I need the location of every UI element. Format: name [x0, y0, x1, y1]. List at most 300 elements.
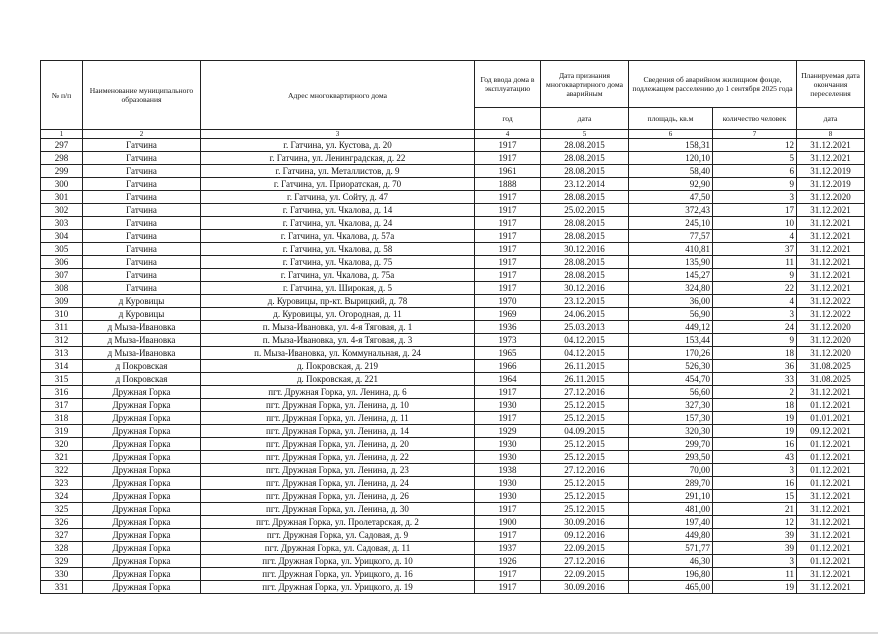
- row-number: 317: [41, 399, 83, 412]
- table-row: [41, 178, 865, 191]
- people-count-cell: 4: [713, 295, 797, 308]
- row-number: 320: [41, 438, 83, 451]
- area-cell: 47,50: [629, 191, 713, 204]
- area-cell: 293,50: [629, 451, 713, 464]
- people-count-cell: 6: [713, 165, 797, 178]
- planned-end-date-cell: 31.12.2021: [797, 529, 865, 542]
- municipality-cell: Дружная Горка: [83, 542, 201, 555]
- row-number: 322: [41, 464, 83, 477]
- address-cell: пгт. Дружная Горка, ул. Урицкого, д. 10: [201, 555, 475, 568]
- year-cell: 1930: [475, 451, 541, 464]
- planned-end-date-cell: 31.12.2021: [797, 282, 865, 295]
- municipality-cell: Дружная Горка: [83, 438, 201, 451]
- municipality-cell: Гатчина: [83, 178, 201, 191]
- area-cell: 56,90: [629, 308, 713, 321]
- address-cell: пгт. Дружная Горка, ул. Садовая, д. 11: [201, 542, 475, 555]
- table-row: [41, 308, 865, 321]
- recognition-date-cell: 28.08.2015: [541, 152, 629, 165]
- table-row: [41, 503, 865, 516]
- row-number: 315: [41, 373, 83, 386]
- table-row: [41, 334, 865, 347]
- planned-end-date-cell: 31.12.2021: [797, 269, 865, 282]
- row-number: 324: [41, 490, 83, 503]
- planned-end-date-cell: 01.12.2021: [797, 464, 865, 477]
- address-cell: д. Куровицы, пр-кт. Вырицкий, д. 78: [201, 295, 475, 308]
- year-cell: 1930: [475, 490, 541, 503]
- municipality-cell: Дружная Горка: [83, 399, 201, 412]
- row-number: 312: [41, 334, 83, 347]
- table-row: [41, 555, 865, 568]
- year-cell: 1917: [475, 152, 541, 165]
- address-cell: пгт. Дружная Горка, ул. Садовая, д. 9: [201, 529, 475, 542]
- people-count-cell: 9: [713, 178, 797, 191]
- area-cell: 70,00: [629, 464, 713, 477]
- row-number: 299: [41, 165, 83, 178]
- area-cell: 153,44: [629, 334, 713, 347]
- people-count-cell: 18: [713, 347, 797, 360]
- area-cell: 197,40: [629, 516, 713, 529]
- address-cell: г. Гатчина, ул. Сойту, д. 47: [201, 191, 475, 204]
- row-number: 319: [41, 425, 83, 438]
- year-cell: 1917: [475, 230, 541, 243]
- area-cell: 465,00: [629, 581, 713, 594]
- area-cell: 526,30: [629, 360, 713, 373]
- row-number: 318: [41, 412, 83, 425]
- row-number: 326: [41, 516, 83, 529]
- subheader-people: количество человек: [713, 108, 797, 130]
- year-cell: 1900: [475, 516, 541, 529]
- people-count-cell: 18: [713, 399, 797, 412]
- year-cell: 1917: [475, 503, 541, 516]
- area-cell: 291,10: [629, 490, 713, 503]
- planned-end-date-cell: 31.12.2021: [797, 204, 865, 217]
- table-row: [41, 425, 865, 438]
- people-count-cell: 15: [713, 490, 797, 503]
- row-number: 302: [41, 204, 83, 217]
- people-count-cell: 43: [713, 451, 797, 464]
- header-planned-end: Планируемая дата окончания переселения: [797, 61, 865, 108]
- recognition-date-cell: 22.09.2015: [541, 542, 629, 555]
- municipality-cell: Гатчина: [83, 204, 201, 217]
- people-count-cell: 19: [713, 425, 797, 438]
- year-cell: 1961: [475, 165, 541, 178]
- row-number: 310: [41, 308, 83, 321]
- municipality-cell: д Мыза-Ивановка: [83, 334, 201, 347]
- year-cell: 1917: [475, 412, 541, 425]
- address-cell: пгт. Дружная Горка, ул. Пролетарская, д. 2: [201, 516, 475, 529]
- area-cell: 454,70: [629, 373, 713, 386]
- people-count-cell: 9: [713, 334, 797, 347]
- area-cell: 481,00: [629, 503, 713, 516]
- municipality-cell: Гатчина: [83, 152, 201, 165]
- table-row: [41, 165, 865, 178]
- table-row: [41, 477, 865, 490]
- year-cell: 1888: [475, 178, 541, 191]
- area-cell: 327,30: [629, 399, 713, 412]
- row-number: 330: [41, 568, 83, 581]
- address-cell: п. Мыза-Ивановка, ул. 4-я Тяговая, д. 1: [201, 321, 475, 334]
- address-cell: д. Покровская, д. 221: [201, 373, 475, 386]
- year-cell: 1917: [475, 256, 541, 269]
- area-cell: 56,60: [629, 386, 713, 399]
- people-count-cell: 2: [713, 386, 797, 399]
- column-number: 3: [201, 130, 475, 139]
- address-cell: пгт. Дружная Горка, ул. Ленина, д. 6: [201, 386, 475, 399]
- table-row: [41, 217, 865, 230]
- address-cell: г. Гатчина, ул. Чкалова, д. 58: [201, 243, 475, 256]
- address-cell: пгт. Дружная Горка, ул. Урицкого, д. 19: [201, 581, 475, 594]
- recognition-date-cell: 28.08.2015: [541, 191, 629, 204]
- recognition-date-cell: 28.08.2015: [541, 217, 629, 230]
- people-count-cell: 3: [713, 555, 797, 568]
- people-count-cell: 11: [713, 568, 797, 581]
- address-cell: пгт. Дружная Горка, ул. Ленина, д. 11: [201, 412, 475, 425]
- planned-end-date-cell: 01.12.2021: [797, 555, 865, 568]
- header-year-commissioned: Год ввода дома в эксплуатацию: [475, 61, 541, 108]
- recognition-date-cell: 25.12.2015: [541, 412, 629, 425]
- people-count-cell: 5: [713, 152, 797, 165]
- municipality-cell: Гатчина: [83, 165, 201, 178]
- recognition-date-cell: 25.12.2015: [541, 399, 629, 412]
- municipality-cell: д Куровицы: [83, 295, 201, 308]
- table-row: [41, 516, 865, 529]
- table-row: [41, 321, 865, 334]
- recognition-date-cell: 22.09.2015: [541, 568, 629, 581]
- municipality-cell: Гатчина: [83, 139, 201, 152]
- people-count-cell: 3: [713, 308, 797, 321]
- area-cell: 196,80: [629, 568, 713, 581]
- table-row: [41, 464, 865, 477]
- planned-end-date-cell: 01.12.2021: [797, 399, 865, 412]
- address-cell: г. Гатчина, ул. Кустова, д. 20: [201, 139, 475, 152]
- address-cell: пгт. Дружная Горка, ул. Ленина, д. 26: [201, 490, 475, 503]
- subheader-date: дата: [541, 108, 629, 130]
- recognition-date-cell: 25.12.2015: [541, 438, 629, 451]
- recognition-date-cell: 26.11.2015: [541, 373, 629, 386]
- recognition-date-cell: 27.12.2016: [541, 464, 629, 477]
- row-number: 311: [41, 321, 83, 334]
- table-row: [41, 269, 865, 282]
- municipality-cell: Гатчина: [83, 191, 201, 204]
- year-cell: 1917: [475, 568, 541, 581]
- recognition-date-cell: 25.12.2015: [541, 490, 629, 503]
- municipality-cell: Гатчина: [83, 217, 201, 230]
- year-cell: 1917: [475, 386, 541, 399]
- recognition-date-cell: 30.09.2016: [541, 581, 629, 594]
- people-count-cell: 4: [713, 230, 797, 243]
- municipality-cell: Гатчина: [83, 256, 201, 269]
- row-number: 313: [41, 347, 83, 360]
- housing-registry-table: [40, 60, 865, 594]
- recognition-date-cell: 25.02.2015: [541, 204, 629, 217]
- year-cell: 1964: [475, 373, 541, 386]
- area-cell: 571,77: [629, 542, 713, 555]
- scan-edge-line: [0, 632, 878, 634]
- recognition-date-cell: 25.12.2015: [541, 451, 629, 464]
- municipality-cell: Дружная Горка: [83, 568, 201, 581]
- planned-end-date-cell: 09.12.2021: [797, 425, 865, 438]
- row-number: 331: [41, 581, 83, 594]
- planned-end-date-cell: 01.12.2021: [797, 542, 865, 555]
- row-number: 309: [41, 295, 83, 308]
- planned-end-date-cell: 31.12.2021: [797, 516, 865, 529]
- row-number: 325: [41, 503, 83, 516]
- year-cell: 1917: [475, 217, 541, 230]
- address-cell: д. Покровская, д. 219: [201, 360, 475, 373]
- year-cell: 1930: [475, 399, 541, 412]
- year-cell: 1973: [475, 334, 541, 347]
- planned-end-date-cell: 31.12.2022: [797, 308, 865, 321]
- area-cell: 245,10: [629, 217, 713, 230]
- municipality-cell: Дружная Горка: [83, 451, 201, 464]
- recognition-date-cell: 28.08.2015: [541, 256, 629, 269]
- people-count-cell: 19: [713, 581, 797, 594]
- year-cell: 1917: [475, 269, 541, 282]
- people-count-cell: 9: [713, 269, 797, 282]
- people-count-cell: 12: [713, 139, 797, 152]
- municipality-cell: Гатчина: [83, 243, 201, 256]
- planned-end-date-cell: 31.12.2021: [797, 503, 865, 516]
- recognition-date-cell: 25.12.2015: [541, 477, 629, 490]
- address-cell: п. Мыза-Ивановка, ул. Коммунальная, д. 24: [201, 347, 475, 360]
- header-num: № п/п: [41, 61, 83, 130]
- year-cell: 1929: [475, 425, 541, 438]
- table-row: [41, 529, 865, 542]
- address-cell: г. Гатчина, ул. Металлистов, д. 9: [201, 165, 475, 178]
- municipality-cell: д Мыза-Ивановка: [83, 347, 201, 360]
- row-number: 316: [41, 386, 83, 399]
- area-cell: 449,80: [629, 529, 713, 542]
- address-cell: г. Гатчина, ул. Приоратская, д. 70: [201, 178, 475, 191]
- municipality-cell: Дружная Горка: [83, 529, 201, 542]
- column-number: 6: [629, 130, 713, 139]
- people-count-cell: 36: [713, 360, 797, 373]
- table-row: [41, 399, 865, 412]
- subheader-area: площадь, кв.м: [629, 108, 713, 130]
- area-cell: 46,30: [629, 555, 713, 568]
- year-cell: 1930: [475, 438, 541, 451]
- municipality-cell: д Покровская: [83, 360, 201, 373]
- address-cell: пгт. Дружная Горка, ул. Ленина, д. 14: [201, 425, 475, 438]
- people-count-cell: 17: [713, 204, 797, 217]
- planned-end-date-cell: 31.12.2021: [797, 386, 865, 399]
- area-cell: 77,57: [629, 230, 713, 243]
- address-cell: г. Гатчина, ул. Чкалова, д. 14: [201, 204, 475, 217]
- planned-end-date-cell: 31.08.2025: [797, 373, 865, 386]
- subheader-year: год: [475, 108, 541, 130]
- year-cell: 1965: [475, 347, 541, 360]
- planned-end-date-cell: 31.12.2022: [797, 295, 865, 308]
- area-cell: 320,30: [629, 425, 713, 438]
- people-count-cell: 22: [713, 282, 797, 295]
- recognition-date-cell: 28.08.2015: [541, 165, 629, 178]
- area-cell: 289,70: [629, 477, 713, 490]
- table-row: [41, 243, 865, 256]
- table-row: [41, 256, 865, 269]
- recognition-date-cell: 28.08.2015: [541, 269, 629, 282]
- row-number: 328: [41, 542, 83, 555]
- year-cell: 1936: [475, 321, 541, 334]
- table-row: [41, 438, 865, 451]
- area-cell: 135,90: [629, 256, 713, 269]
- table-row: [41, 542, 865, 555]
- recognition-date-cell: 26.11.2015: [541, 360, 629, 373]
- table-row: [41, 230, 865, 243]
- table-row: [41, 451, 865, 464]
- recognition-date-cell: 04.09.2015: [541, 425, 629, 438]
- recognition-date-cell: 30.12.2016: [541, 282, 629, 295]
- address-cell: г. Гатчина, ул. Чкалова, д. 75: [201, 256, 475, 269]
- address-cell: п. Мыза-Ивановка, ул. 4-я Тяговая, д. 3: [201, 334, 475, 347]
- year-cell: 1970: [475, 295, 541, 308]
- area-cell: 145,27: [629, 269, 713, 282]
- column-number: 8: [797, 130, 865, 139]
- row-number: 329: [41, 555, 83, 568]
- row-number: 306: [41, 256, 83, 269]
- people-count-cell: 24: [713, 321, 797, 334]
- column-number: 7: [713, 130, 797, 139]
- table-row: [41, 373, 865, 386]
- municipality-cell: д Покровская: [83, 373, 201, 386]
- header-housing-info: Сведения об аварийном жилищном фонде, подлежащем расселению до 1 сентября 2025 года: [629, 61, 797, 108]
- people-count-cell: 33: [713, 373, 797, 386]
- year-cell: 1917: [475, 139, 541, 152]
- people-count-cell: 12: [713, 516, 797, 529]
- column-number: 4: [475, 130, 541, 139]
- row-number: 305: [41, 243, 83, 256]
- municipality-cell: Дружная Горка: [83, 555, 201, 568]
- recognition-date-cell: 23.12.2015: [541, 295, 629, 308]
- planned-end-date-cell: 01.12.2021: [797, 438, 865, 451]
- table-row: [41, 581, 865, 594]
- row-number: 327: [41, 529, 83, 542]
- year-cell: 1917: [475, 581, 541, 594]
- address-cell: пгт. Дружная Горка, ул. Ленина, д. 23: [201, 464, 475, 477]
- row-number: 298: [41, 152, 83, 165]
- planned-end-date-cell: 31.12.2021: [797, 230, 865, 243]
- column-number: 2: [83, 130, 201, 139]
- address-cell: г. Гатчина, ул. Широкая, д. 5: [201, 282, 475, 295]
- year-cell: 1937: [475, 542, 541, 555]
- address-cell: д. Куровицы, ул. Огородная, д. 11: [201, 308, 475, 321]
- planned-end-date-cell: 31.08.2025: [797, 360, 865, 373]
- row-number: 307: [41, 269, 83, 282]
- municipality-cell: Дружная Горка: [83, 516, 201, 529]
- address-cell: г. Гатчина, ул. Чкалова, д. 24: [201, 217, 475, 230]
- year-cell: 1969: [475, 308, 541, 321]
- header-address: Адрес многоквартирного дома: [201, 61, 475, 130]
- column-number: 5: [541, 130, 629, 139]
- header-municipality: Наименование муниципального образования: [83, 61, 201, 130]
- people-count-cell: 16: [713, 477, 797, 490]
- people-count-cell: 10: [713, 217, 797, 230]
- area-cell: 157,30: [629, 412, 713, 425]
- address-cell: пгт. Дружная Горка, ул. Ленина, д. 24: [201, 477, 475, 490]
- people-count-cell: 37: [713, 243, 797, 256]
- address-cell: пгт. Дружная Горка, ул. Урицкого, д. 16: [201, 568, 475, 581]
- recognition-date-cell: 30.09.2016: [541, 516, 629, 529]
- recognition-date-cell: 28.08.2015: [541, 139, 629, 152]
- municipality-cell: Дружная Горка: [83, 490, 201, 503]
- planned-end-date-cell: 31.12.2021: [797, 217, 865, 230]
- subheader-planned-date: дата: [797, 108, 865, 130]
- planned-end-date-cell: 31.12.2021: [797, 152, 865, 165]
- address-cell: г. Гатчина, ул. Чкалова, д. 57а: [201, 230, 475, 243]
- area-cell: 58,40: [629, 165, 713, 178]
- row-number: 323: [41, 477, 83, 490]
- row-number: 304: [41, 230, 83, 243]
- planned-end-date-cell: 31.12.2020: [797, 321, 865, 334]
- municipality-cell: Дружная Горка: [83, 477, 201, 490]
- recognition-date-cell: 27.12.2016: [541, 555, 629, 568]
- planned-end-date-cell: 31.12.2020: [797, 334, 865, 347]
- municipality-cell: Дружная Горка: [83, 412, 201, 425]
- table-row: [41, 568, 865, 581]
- recognition-date-cell: 04.12.2015: [541, 334, 629, 347]
- table-row: [41, 282, 865, 295]
- people-count-cell: 3: [713, 464, 797, 477]
- people-count-cell: 3: [713, 191, 797, 204]
- area-cell: 372,43: [629, 204, 713, 217]
- planned-end-date-cell: 01.12.2021: [797, 477, 865, 490]
- municipality-cell: Дружная Горка: [83, 386, 201, 399]
- row-number: 314: [41, 360, 83, 373]
- people-count-cell: 11: [713, 256, 797, 269]
- area-cell: 92,90: [629, 178, 713, 191]
- table-row: [41, 490, 865, 503]
- people-count-cell: 21: [713, 503, 797, 516]
- recognition-date-cell: 23.12.2014: [541, 178, 629, 191]
- area-cell: 170,26: [629, 347, 713, 360]
- municipality-cell: Гатчина: [83, 269, 201, 282]
- year-cell: 1917: [475, 243, 541, 256]
- people-count-cell: 16: [713, 438, 797, 451]
- year-cell: 1966: [475, 360, 541, 373]
- year-cell: 1926: [475, 555, 541, 568]
- recognition-date-cell: 09.12.2016: [541, 529, 629, 542]
- document-sheet: [40, 60, 865, 594]
- area-cell: 36,00: [629, 295, 713, 308]
- address-cell: г. Гатчина, ул. Чкалова, д. 75а: [201, 269, 475, 282]
- row-number: 308: [41, 282, 83, 295]
- area-cell: 158,31: [629, 139, 713, 152]
- year-cell: 1917: [475, 529, 541, 542]
- people-count-cell: 39: [713, 529, 797, 542]
- municipality-cell: Гатчина: [83, 282, 201, 295]
- row-number: 303: [41, 217, 83, 230]
- recognition-date-cell: 04.12.2015: [541, 347, 629, 360]
- planned-end-date-cell: 31.12.2021: [797, 139, 865, 152]
- municipality-cell: д Мыза-Ивановка: [83, 321, 201, 334]
- table-row: [41, 360, 865, 373]
- table-row: [41, 139, 865, 152]
- municipality-cell: д Куровицы: [83, 308, 201, 321]
- column-number-row: [41, 130, 865, 139]
- recognition-date-cell: 28.08.2015: [541, 230, 629, 243]
- address-cell: г. Гатчина, ул. Ленинградская, д. 22: [201, 152, 475, 165]
- planned-end-date-cell: 31.12.2021: [797, 256, 865, 269]
- row-number: 301: [41, 191, 83, 204]
- year-cell: 1917: [475, 204, 541, 217]
- year-cell: 1917: [475, 191, 541, 204]
- municipality-cell: Дружная Горка: [83, 503, 201, 516]
- people-count-cell: 19: [713, 412, 797, 425]
- planned-end-date-cell: 01.12.2021: [797, 451, 865, 464]
- year-cell: 1930: [475, 477, 541, 490]
- address-cell: пгт. Дружная Горка, ул. Ленина, д. 22: [201, 451, 475, 464]
- column-number: 1: [41, 130, 83, 139]
- year-cell: 1917: [475, 282, 541, 295]
